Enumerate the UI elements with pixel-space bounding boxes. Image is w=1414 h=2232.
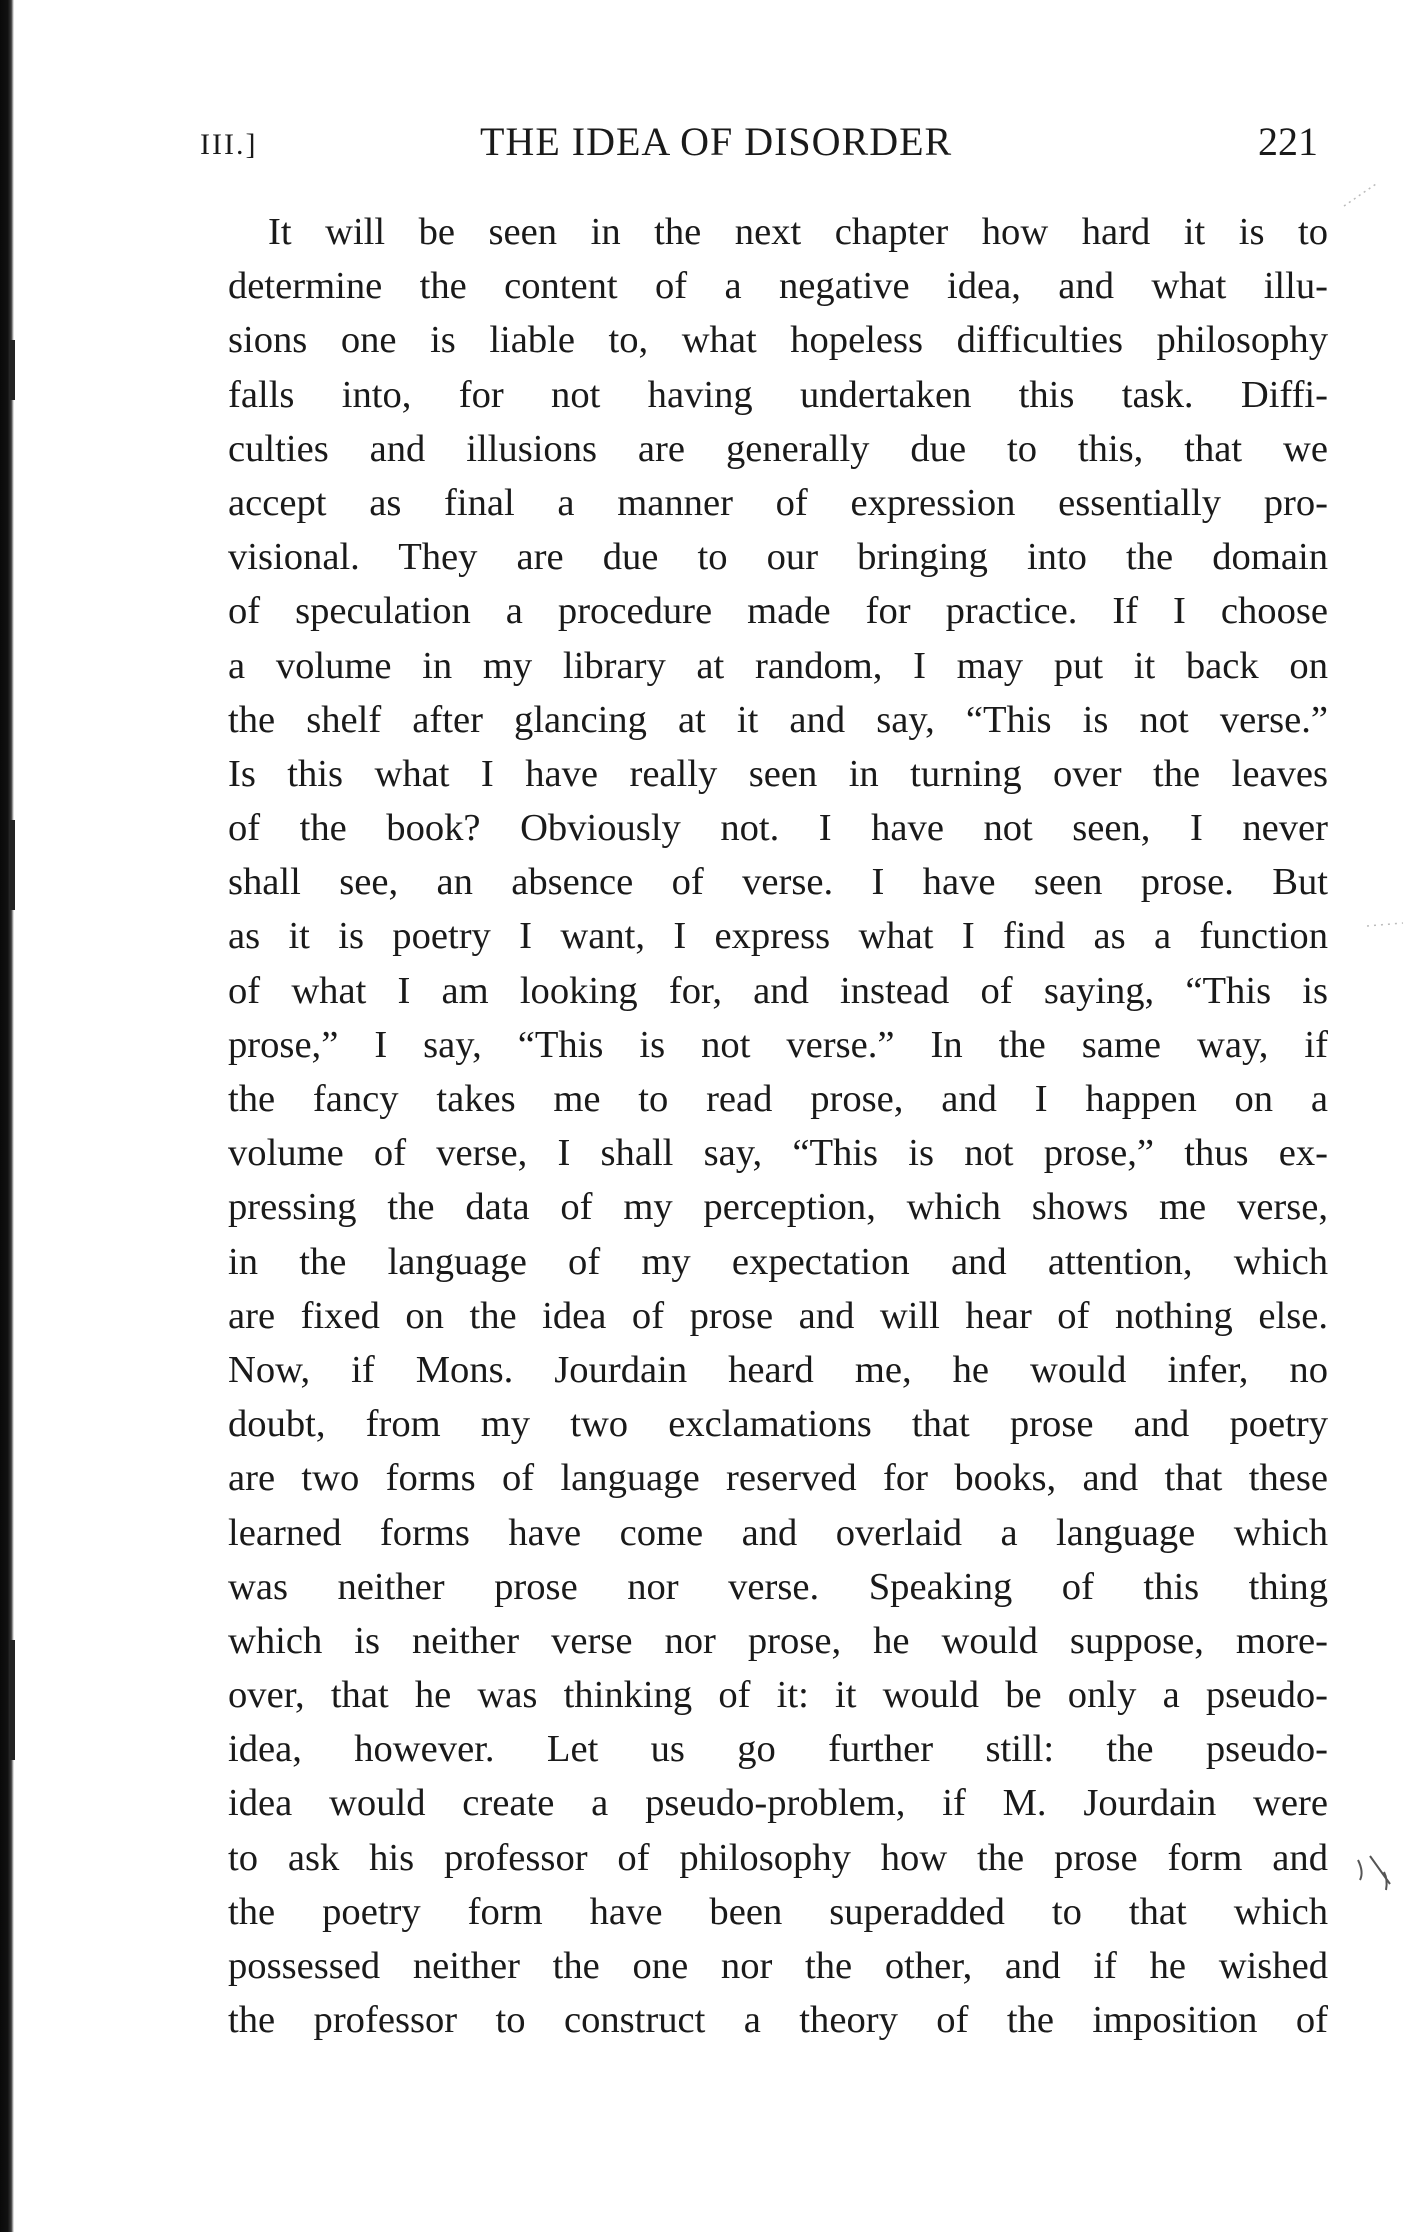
running-title: THE IDEA OF DISORDER — [480, 119, 953, 164]
text-line: as it is poetry I want, I express what I find as a function — [228, 915, 1328, 958]
text-line: of speculation a procedure made for practice. If I choose — [228, 590, 1328, 633]
text-line: which is neither verse nor prose, he would suppose, more- — [228, 1619, 1328, 1662]
text-line: of what I am looking for, and instead of saying, “This is — [228, 969, 1328, 1012]
chapter-marker: III.] — [200, 128, 258, 161]
margin-scan-mark — [1350, 1850, 1400, 1900]
page-header — [200, 118, 1328, 178]
text-line: to ask his professor of philosophy how the prose form and — [228, 1836, 1328, 1879]
page-number: 221 — [1258, 119, 1318, 164]
text-line: pressing the data of my perception, which shows me verse, — [228, 1186, 1328, 1229]
text-line: idea would create a pseudo-problem, if M. Jourdain were — [228, 1782, 1328, 1825]
text-line: doubt, from my two exclamations that prose and poetry — [228, 1403, 1328, 1446]
text-line: culties and illusions are generally due to this, that we — [228, 427, 1328, 470]
text-line: in the language of my expectation and attention, which — [228, 1240, 1328, 1283]
text-line: the professor to construct a theory of the imposition of — [228, 1999, 1328, 2042]
text-line: shall see, an absence of verse. I have seen prose. But — [228, 861, 1328, 904]
binding-speck — [10, 1640, 15, 1760]
text-line: volume of verse, I shall say, “This is not prose,” thus ex- — [228, 1132, 1328, 1175]
text-line: of the book? Obviously not. I have not seen, I never — [228, 807, 1328, 850]
text-line: are two forms of language reserved for books, and that these — [228, 1457, 1328, 1500]
margin-scan-mark — [1340, 180, 1380, 210]
text-line: idea, however. Let us go further still: the pseudo- — [228, 1728, 1328, 1771]
margin-scan-mark — [1365, 920, 1405, 930]
text-line: are fixed on the idea of prose and will hear of nothing else. — [228, 1294, 1328, 1337]
text-line: the shelf after glancing at it and say, “This is not verse.” — [228, 698, 1328, 741]
text-line: sions one is liable to, what hopeless difficulties philosophy — [228, 319, 1328, 362]
text-line: Is this what I have really seen in turning over the leaves — [228, 752, 1328, 795]
text-line: visional. They are due to our bringing into the domain — [228, 536, 1328, 579]
text-line: was neither prose nor verse. Speaking of this thing — [228, 1565, 1328, 1608]
text-line: possessed neither the one nor the other, and if he wished — [228, 1945, 1328, 1987]
text-line: learned forms have come and overlaid a language which — [228, 1511, 1328, 1554]
text-line: It will be seen in the next chapter how hard it is to — [268, 211, 1328, 253]
text-line: accept as final a manner of expression essentially pro- — [228, 481, 1328, 524]
text-line: prose,” I say, “This is not verse.” In the same way, if — [228, 1023, 1328, 1066]
text-line: over, that he was thinking of it: it would be only a pseudo- — [228, 1674, 1328, 1717]
page-binding-edge — [0, 0, 14, 2232]
text-line: falls into, for not having undertaken this task. Diffi- — [228, 373, 1328, 416]
text-line: Now, if Mons. Jourdain heard me, he would infer, no — [228, 1348, 1328, 1391]
binding-speck — [10, 820, 15, 910]
text-line: the fancy takes me to read prose, and I happen on a — [228, 1078, 1328, 1120]
binding-speck — [10, 340, 15, 400]
text-line: a volume in my library at random, I may put it back on — [228, 644, 1328, 687]
text-line: determine the content of a negative idea, and what illu- — [228, 265, 1328, 308]
text-line: the poetry form have been superadded to that which — [228, 1890, 1328, 1933]
body-text — [228, 205, 1328, 2047]
